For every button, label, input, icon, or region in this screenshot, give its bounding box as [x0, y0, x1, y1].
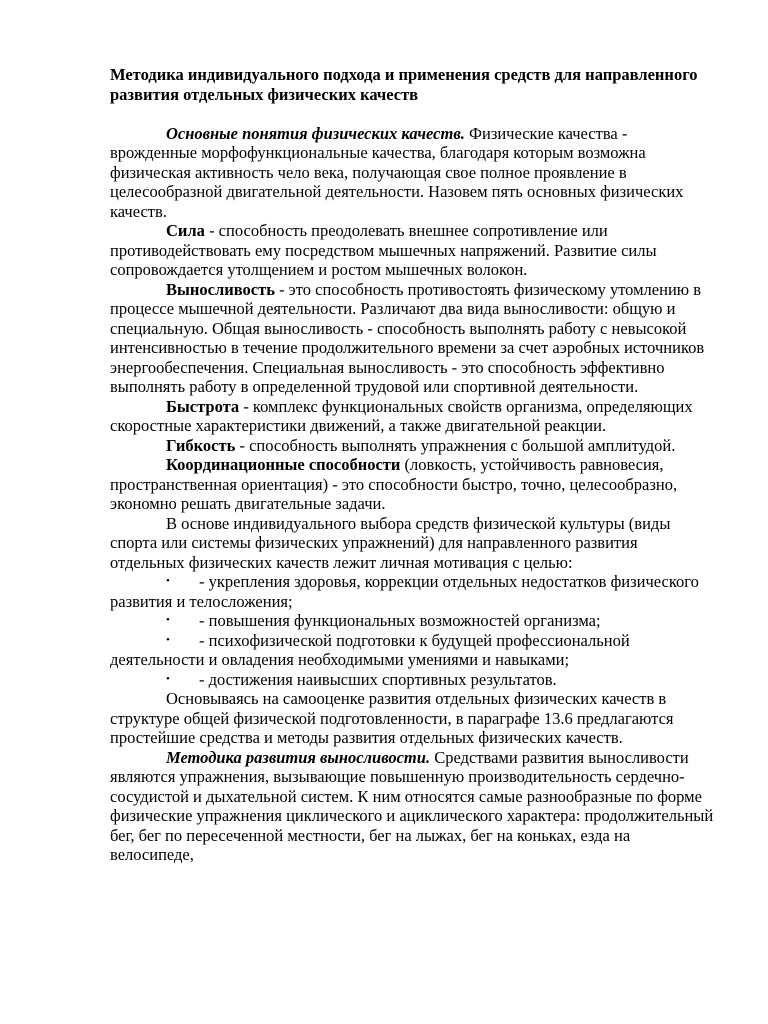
document-title: Методика индивидуального подхода и применения средств для направленного развития отдельных физических качеств	[110, 65, 698, 104]
text-flexibility: - способность выполнять упражнения с большой амплитудой.	[235, 435, 676, 455]
list-item	[110, 611, 715, 631]
list-item	[110, 670, 715, 690]
motivation-list	[110, 572, 715, 689]
paragraph-self-assessment: Основываясь на самооценке развития отдельных физических качеств в структуре общей физической подготовленности, в параграфе 13.6 предлагаются простейшие средства и методы развития отдельных физических качеств.	[110, 689, 674, 747]
text-basic-concepts: Физические качества - врожденные морфофункциональные качества, благодаря которым возможна физическая активность чело века, получающая свое полное проявление в целесообразной двигательной деятельности. Назовем пять основных физических качеств.	[110, 123, 684, 221]
list-item	[110, 572, 715, 611]
text-strength: - способность преодолевать внешнее сопротивление или противодействовать ему посредством мышечных напряжений. Развитие силы сопровождается утолщением и ростом мышечных волокон.	[110, 221, 657, 279]
term-endurance-methods: Методика развития выносливости.	[166, 747, 431, 767]
bullet-icon: •	[166, 633, 170, 646]
bullet-icon: •	[166, 614, 170, 626]
term-strength: Сила	[166, 221, 205, 240]
bullet-icon: •	[166, 575, 170, 587]
paragraph-endurance-methods	[110, 748, 715, 865]
list-item-text: - повышения функциональных возможностей организма;	[199, 611, 601, 630]
document-body	[110, 65, 715, 865]
text-endurance: - это способность противостоять физическому утомлению в процессе мышечной деятельности. Различают два вида выносливости: общую и специальную. Общая выносливость - способность выполнять работу с невысокой интенсивностью в течение продолжительного времени за счет аэробных источников энергообеспечения. Специальная выносливость - это способность эффективно выполнять работу в определенной трудовой или спортивной деятельности.	[110, 279, 705, 396]
term-flexibility: Гибкость	[166, 435, 236, 455]
paragraph-speed	[110, 397, 715, 436]
text-endurance-methods: Средствами развития выносливости являются упражнения, вызывающие повышенную производительность сердечно-сосудистой и дыхательной систем. К ним относятся самые разнообразные по форме физические упражнения циклического и ациклического характера: продолжительный бег, бег по пересеченной местности, бег на лыжах, бег на коньках, езда на велосипеде,	[110, 747, 714, 864]
paragraph-motivation: В основе индивидуального выбора средств физической культуры (виды спорта или системы физических упражнений) для направленного развития отдельных физических качеств лежит личная мотивация с целью:	[110, 513, 671, 572]
paragraph-coordination	[110, 455, 715, 514]
list-item	[110, 631, 715, 670]
term-endurance: Выносливость	[166, 279, 275, 299]
blank-line	[110, 104, 715, 124]
text-coordination: (ловкость, устойчивость равновесия, пространственная ориентация) - это способности быстро, точно, целесообразно, экономно решать двигательные задачи.	[110, 455, 678, 513]
paragraph-strength	[110, 221, 715, 280]
term-basic-concepts: Основные понятия физических качеств.	[166, 123, 465, 143]
list-item-text: - укрепления здоровья, коррекции отдельных недостатков физического развития и телосложения;	[110, 572, 699, 611]
term-speed: Быстрота	[166, 396, 240, 416]
paragraph-basic-concepts	[110, 124, 715, 222]
text-speed: - комплекс функциональных свойств организма, определяющих скоростные характеристики движений, а также двигательной реакции.	[110, 396, 693, 435]
list-item-text: - психофизической подготовки к будущей профессиональной деятельности и овладения необходимыми умениями и навыками;	[110, 630, 630, 669]
bullet-icon: •	[166, 672, 170, 685]
paragraph-flexibility	[110, 436, 715, 456]
list-item-text: - достижения наивысших спортивных результатов.	[199, 669, 557, 689]
term-coordination: Координационные способности	[166, 455, 401, 474]
paragraph-endurance	[110, 280, 715, 397]
